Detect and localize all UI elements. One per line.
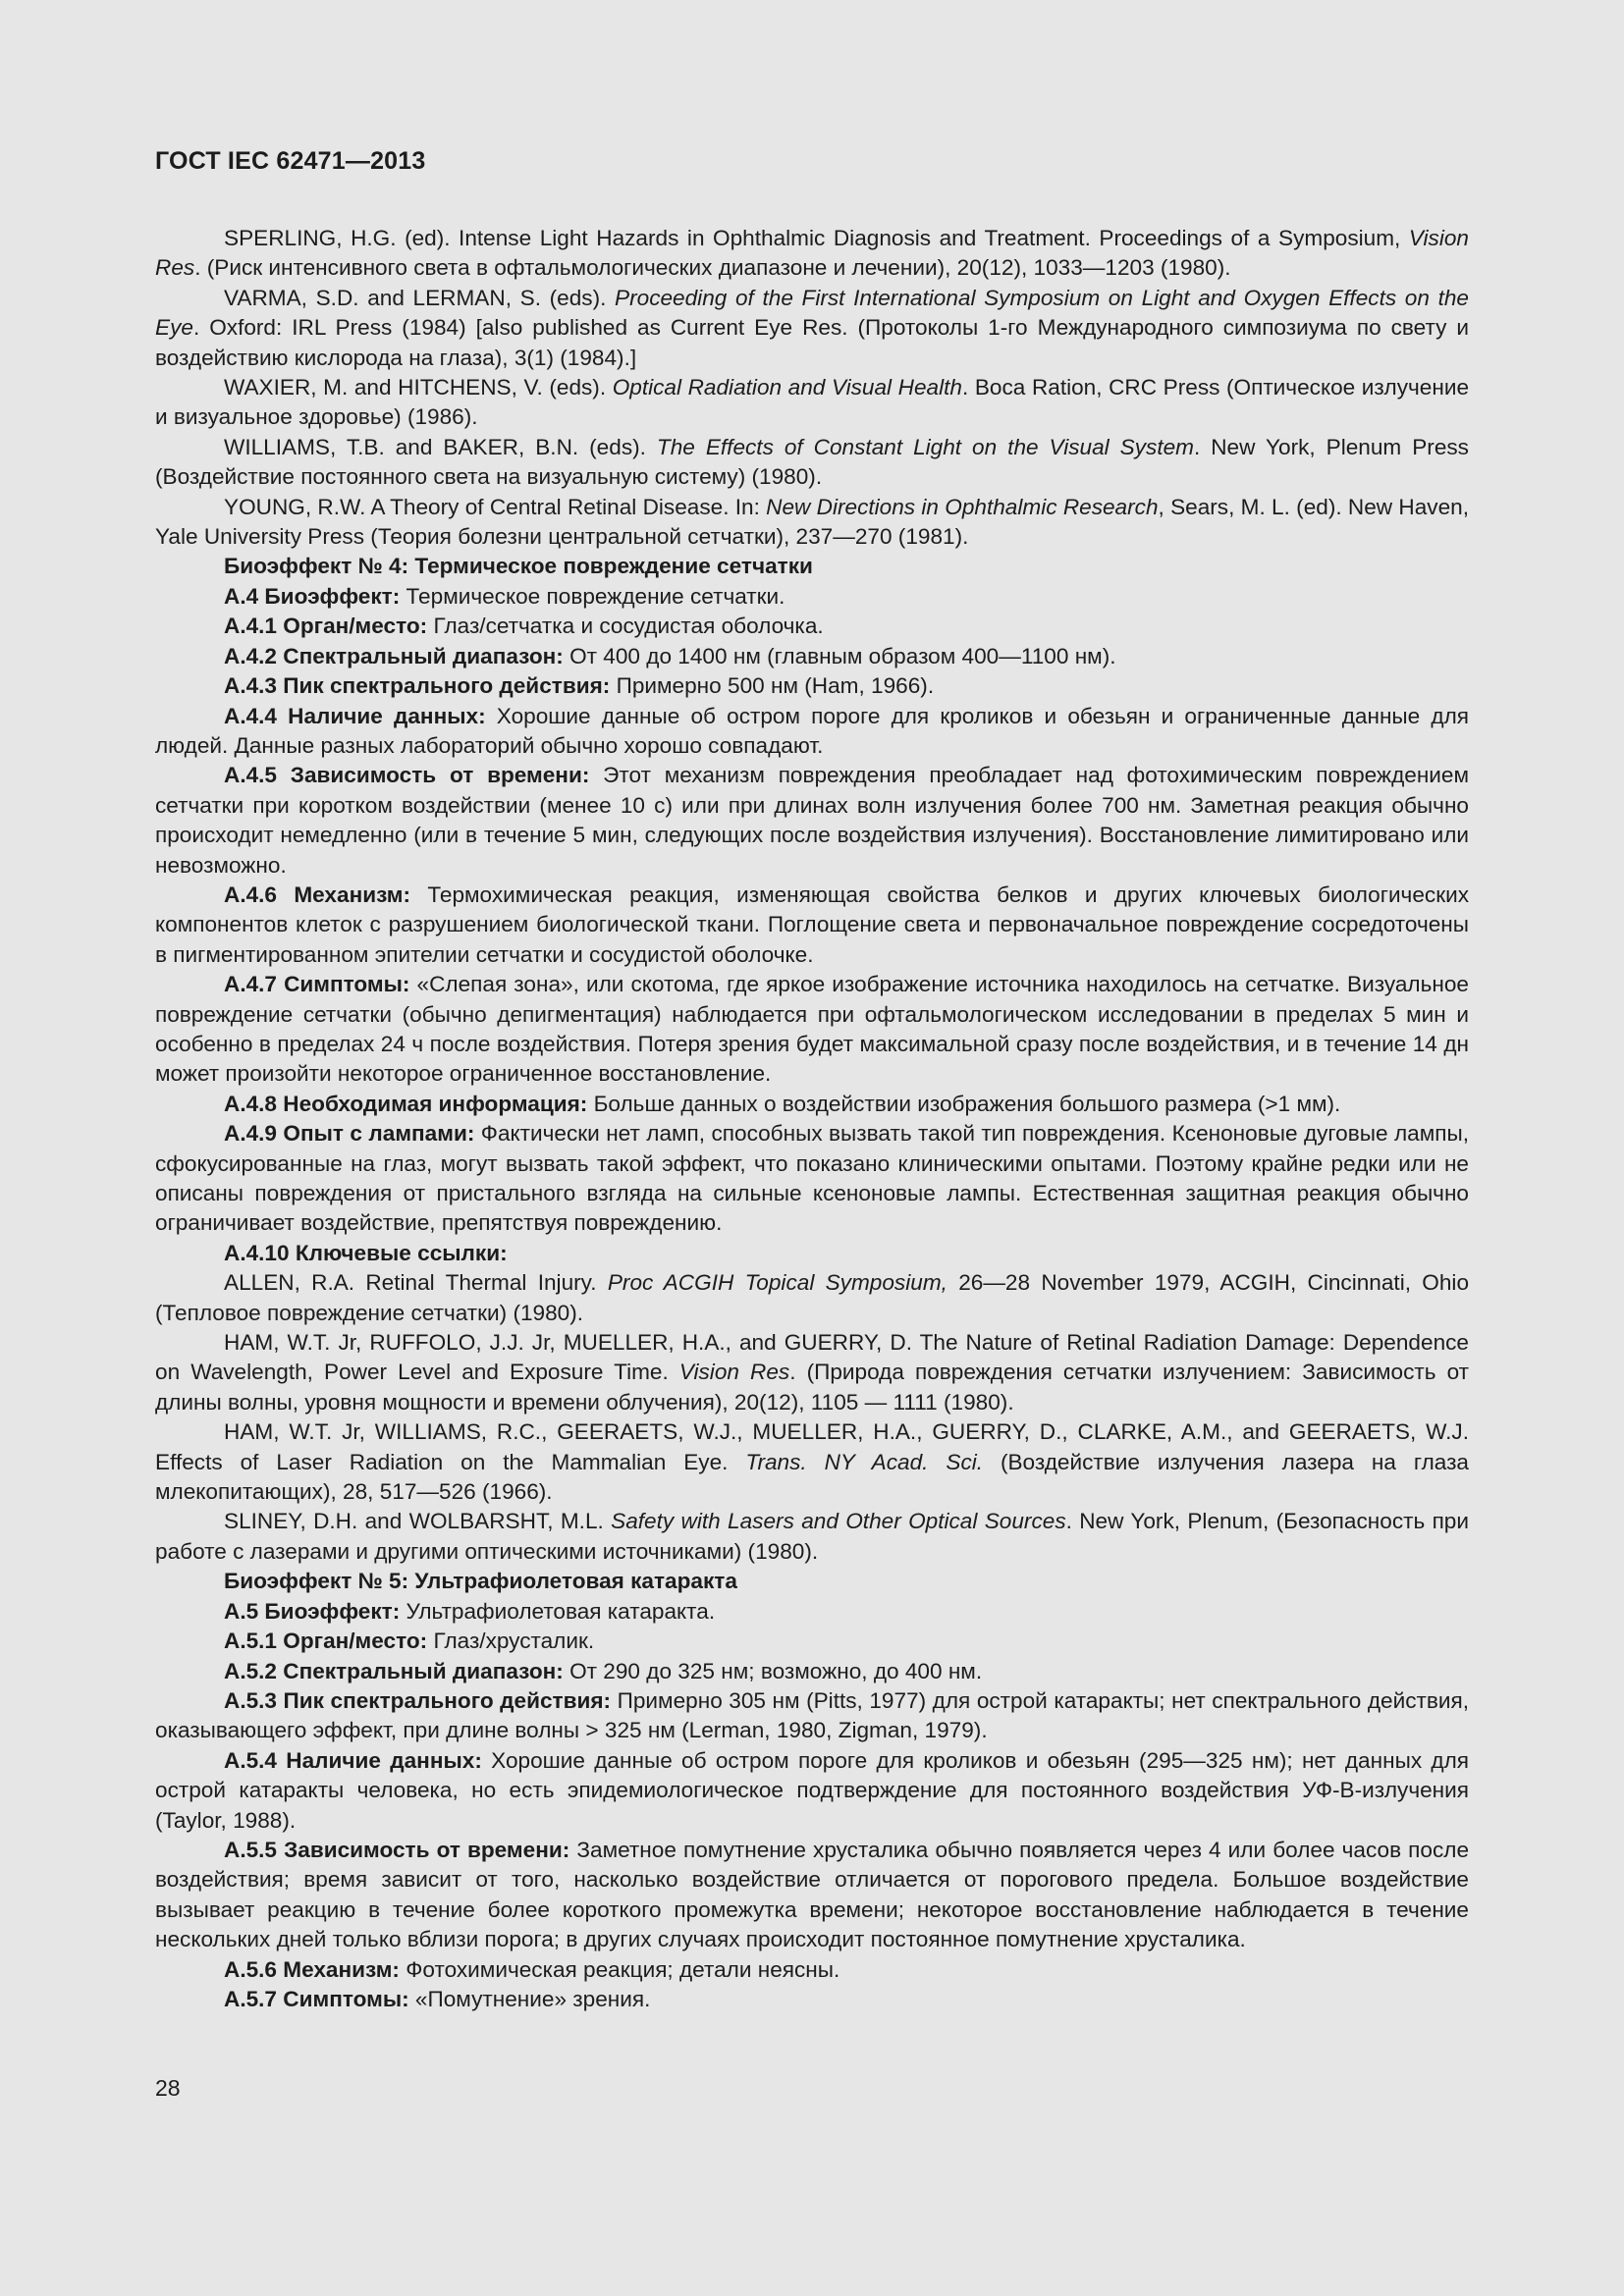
- bold-label: Биоэффект № 4: Термическое повреждение сетчатки: [224, 554, 813, 579]
- paragraph: [155, 1985, 1469, 2014]
- paragraph: [155, 612, 1469, 641]
- document-header: ГОСТ IEC 62471—2013: [155, 147, 426, 175]
- bold-label: А.5 Биоэффект:: [224, 1598, 401, 1624]
- paragraph: [155, 1268, 1469, 1328]
- paragraph: [155, 1567, 1469, 1596]
- bold-label: А.4.9 Опыт с лампами:: [224, 1121, 475, 1147]
- paragraph: [155, 702, 1469, 762]
- bold-label: А.4.2 Спектральный диапазон:: [224, 643, 564, 668]
- text-run: VARMA, S.D. and LERMAN, S. (eds).: [224, 285, 616, 310]
- paragraph: [155, 433, 1469, 493]
- italic-title: Trans. NY Acad. Sci.: [745, 1449, 984, 1474]
- bold-label: А.5.3 Пик спектрального действия:: [224, 1687, 612, 1713]
- bold-label: А.4.4 Наличие данных:: [224, 703, 486, 728]
- bold-label: А.4.6 Механизм:: [224, 881, 411, 907]
- text-run: . Boca Ration, CRC Press (Оптическое излучение и визуальное здоровье) (1986).: [155, 375, 1470, 430]
- text-run: От 400 до 1400 нм (главным образом 400—1100 нм).: [563, 643, 1116, 668]
- paragraph: [155, 1328, 1469, 1417]
- text-run: «Слепая зона», или скотома, где яркое изображение источника находилось на сетчатке. Визуальное повреждение сетчатки (обычно депигментация) наблюдается при офтальмологическом исследовании в пределах 5 мин и особенно в пределах 24 ч после воздействия. Потеря зрения будет максимальной сразу после воздействия, и в течение 14 дн может произойти некоторое ограниченное восстановление.: [155, 972, 1469, 1087]
- text-run: Примерно 500 нм (Ham, 1966).: [610, 673, 935, 699]
- paragraph: [155, 881, 1469, 970]
- text-run: Термохимическая реакция, изменяющая свойства белков и других ключевых биологических компонентов клеток с разрушением биологической ткани. Поглощение света и первоначальное повреждение сосредоточены в пигментированном эпителии сетчатки и сосудистой оболочке.: [155, 881, 1469, 967]
- text-run: «Помутнение» зрения.: [408, 1986, 651, 2011]
- text-run: ALLEN, R.A. Retinal Thermal Injury.: [224, 1270, 608, 1296]
- bold-label: А.4.8 Необходимая информация:: [224, 1091, 588, 1116]
- text-run: . Oxford: IRL Press (1984) [also published as Current Eye Res. (Протоколы 1-го Международного симпозиума по свету и воздействию кислорода на глаза), 3(1) (1984).]: [155, 315, 1469, 370]
- paragraph: [155, 1239, 1469, 1268]
- paragraph: [155, 1597, 1469, 1627]
- text-run: SLINEY, D.H. and WOLBARSHT, M.L.: [224, 1509, 612, 1534]
- bold-label: А.4 Биоэффект:: [224, 583, 401, 609]
- paragraph: [155, 493, 1469, 553]
- paragraph: [155, 1090, 1469, 1119]
- paragraph: [155, 1417, 1469, 1507]
- italic-title: Optical Radiation and Visual Health: [612, 375, 962, 400]
- text-run: Примерно 305 нм (Pitts, 1977) для острой катаракты; нет спектрального действия, оказывающего эффект, при длине волны > 325 нм (Lerman, 1980, Zigman, 1979).: [155, 1687, 1469, 1743]
- paragraph: [155, 582, 1469, 612]
- text-run: Термическое повреждение сетчатки.: [400, 583, 785, 609]
- text-run: (Воздействие излучения лазера на глаза млекопитающих), 28, 517—526 (1966).: [155, 1449, 1469, 1505]
- italic-title: New Directions in Ophthalmic Research: [766, 494, 1159, 519]
- text-run: Фактически нет ламп, способных вызвать такой тип повреждения. Ксеноновые дуговые лампы, сфокусированные на глаз, могут вызвать такой эффект, что показано клиническими опытами. Поэтому крайне редки или не описаны повреждения от пристального взгляда на сильные ксеноновые лампы. Естественная защитная реакция обычно ограничивает воздействие, препятствуя повреждению.: [155, 1121, 1469, 1236]
- text-run: . New York, Plenum, (Безопасность при работе с лазерами и другими оптическими источниками) (1980).: [155, 1509, 1469, 1564]
- text-run: . (Природа повреждения сетчатки излучением: Зависимость от длины волны, уровня мощности и времени облучения), 20(12), 1105 — 1111 (1980).: [155, 1360, 1469, 1415]
- bold-label: А.4.3 Пик спектрального действия:: [224, 673, 611, 699]
- paragraph: [155, 761, 1469, 881]
- text-run: . New York, Plenum Press (Воздействие постоянного света на визуальную систему) (1980).: [155, 434, 1469, 490]
- paragraph: [155, 1657, 1469, 1686]
- bold-label: А.5.7 Симптомы:: [224, 1986, 409, 2011]
- paragraph: [155, 1119, 1469, 1239]
- paragraph: [155, 552, 1469, 581]
- paragraph: [155, 642, 1469, 671]
- italic-title: The Effects of Constant Light on the Visual System: [656, 434, 1194, 459]
- bold-label: А.5.4 Наличие данных:: [224, 1747, 482, 1773]
- bold-label: А.4.1 Орган/место:: [224, 614, 428, 639]
- text-run: WILLIAMS, T.B. and BAKER, B.N. (eds).: [224, 434, 657, 459]
- text-run: SPERLING, H.G. (ed). Intense Light Hazards in Ophthalmic Diagnosis and Treatment. Proceedings of a Symposium,: [224, 226, 1409, 250]
- text-run: . (Риск интенсивного света в офтальмологических диапазоне и лечении), 20(12), 1033—1203 (1980).: [194, 255, 1231, 281]
- italic-title: Proc ACGIH Topical Symposium,: [607, 1270, 947, 1296]
- bold-label: А.5.1 Орган/место:: [224, 1629, 428, 1654]
- bold-label: Биоэффект № 5: Ультрафиолетовая катаракта: [224, 1569, 737, 1594]
- paragraph: [155, 1955, 1469, 1985]
- text-run: Больше данных о воздействии изображения большого размера (>1 мм).: [587, 1091, 1341, 1116]
- text-run: Хорошие данные об остром пороге для кроликов и обезьян и ограниченные данные для людей. Данные разных лабораторий обычно хорошо совпадают.: [155, 703, 1470, 758]
- text-run: HAM, W.T. Jr, WILLIAMS, R.C., GEERAETS, W.J., MUELLER, H.A., GUERRY, D., CLARKE, A.M., and GEERAETS, W.J. Effects of Laser Radiation on the Mammalian Eye.: [155, 1419, 1469, 1474]
- bold-label: А.4.5 Зависимость от времени:: [224, 763, 590, 788]
- text-run: Глаз/хрусталик.: [427, 1629, 595, 1654]
- text-run: Фотохимическая реакция; детали неясны.: [399, 1956, 840, 1982]
- text-run: Глаз/сетчатка и сосудистая оболочка.: [427, 614, 824, 639]
- paragraph: [155, 1627, 1469, 1656]
- paragraph: [155, 970, 1469, 1090]
- text-run: , Sears, M. L. (ed). New Haven, Yale University Press (Теория болезни центральной сетчатки), 237—270 (1981).: [155, 494, 1469, 550]
- text-run: WAXIER, M. and HITCHENS, V. (eds).: [224, 375, 613, 400]
- bold-label: А.5.6 Механизм:: [224, 1956, 400, 1982]
- paragraph: [155, 1746, 1469, 1836]
- text-run: От 290 до 325 нм; возможно, до 400 нм.: [563, 1658, 983, 1683]
- italic-title: Vision Res: [155, 226, 1469, 281]
- paragraph: [155, 284, 1469, 373]
- text-run: Ультрафиолетовая катаракта.: [400, 1598, 716, 1624]
- paragraph: [155, 373, 1469, 433]
- paragraph: [155, 1836, 1469, 1955]
- text-run: 26—28 November 1979, ACGIH, Cincinnati, Ohio (Тепловое повреждение сетчатки) (1980).: [155, 1270, 1470, 1325]
- bold-label: А.4.10 Ключевые ссылки:: [224, 1240, 508, 1265]
- paragraph: [155, 1686, 1469, 1746]
- text-run: HAM, W.T. Jr, RUFFOLO, J.J. Jr, MUELLER, H.A., and GUERRY, D. The Nature of Retinal Radiation Damage: Dependence on Wavelength, Power Level and Exposure Time.: [155, 1330, 1469, 1385]
- italic-title: Proceeding of the First International Symposium on Light and Oxygen Effects on the Eye: [155, 285, 1469, 341]
- paragraph: [155, 671, 1469, 701]
- page-number: 28: [155, 2075, 181, 2101]
- paragraph: [155, 224, 1469, 284]
- text-run: YOUNG, R.W. A Theory of Central Retinal Disease. In:: [224, 494, 767, 519]
- bold-label: А.5.5 Зависимость от времени:: [224, 1837, 570, 1862]
- bold-label: А.4.7 Симптомы:: [224, 972, 410, 997]
- italic-title: Safety with Lasers and Other Optical Sources: [611, 1509, 1066, 1534]
- paragraph: [155, 1507, 1469, 1567]
- italic-title: Vision Res: [678, 1360, 790, 1385]
- text-run: Заметное помутнение хрусталика обычно появляется через 4 или более часов после воздействия; время зависит от того, насколько воздействие отличается от порогового предела. Большое воздействие вызывает реакцию в течение более короткого промежутка времени; некоторое восстановление наблюдается в течение нескольких дней только вблизи порога; в других случаях происходит постоянное помутнение хрусталика.: [155, 1837, 1470, 1952]
- bold-label: А.5.2 Спектральный диапазон:: [224, 1658, 564, 1683]
- text-run: Хорошие данные об остром пороге для кроликов и обезьян (295—325 нм); нет данных для острой катаракты человека, но есть эпидемиологическое подтверждение для постоянного воздействия УФ-В-излучения (Taylor, 1988).: [155, 1747, 1469, 1833]
- document-body: [155, 224, 1469, 2014]
- text-run: Этот механизм повреждения преобладает над фотохимическим повреждением сетчатки при коротком воздействии (менее 10 с) или при длинах волн излучения более 700 нм. Заметная реакция обычно происходит немедленно (или в течение 5 мин, следующих после воздействия излучения). Восстановление лимитировано или невозможно.: [155, 763, 1470, 878]
